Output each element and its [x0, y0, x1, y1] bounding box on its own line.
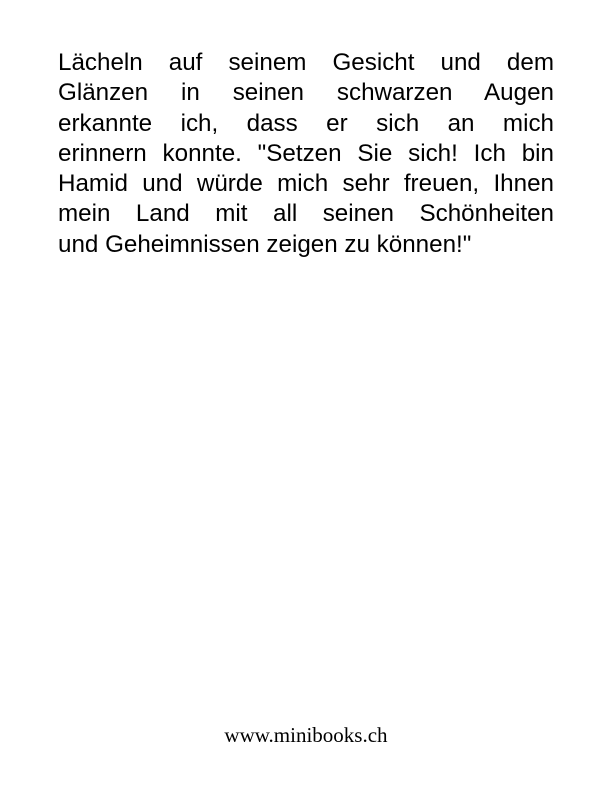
paragraph-line: Hamid und würde mich sehr freuen, Ihnen — [58, 170, 554, 198]
footer-url: www.minibooks.ch — [224, 723, 388, 747]
body-paragraph — [58, 48, 554, 260]
paragraph-line: Glänzen in seinen schwarzen Augen — [58, 79, 554, 107]
paragraph-line: mein Land mit all seinen Schönheiten — [58, 200, 554, 228]
paragraph-line: erinnern konnte. "Setzen Sie sich! Ich bin — [58, 139, 554, 167]
paragraph-line: und Geheimnissen zeigen zu können!" — [58, 230, 472, 258]
paragraph-line: erkannte ich, dass er sich an mich — [58, 109, 554, 137]
paragraph-line: Lächeln auf seinem Gesicht und dem — [58, 49, 554, 76]
